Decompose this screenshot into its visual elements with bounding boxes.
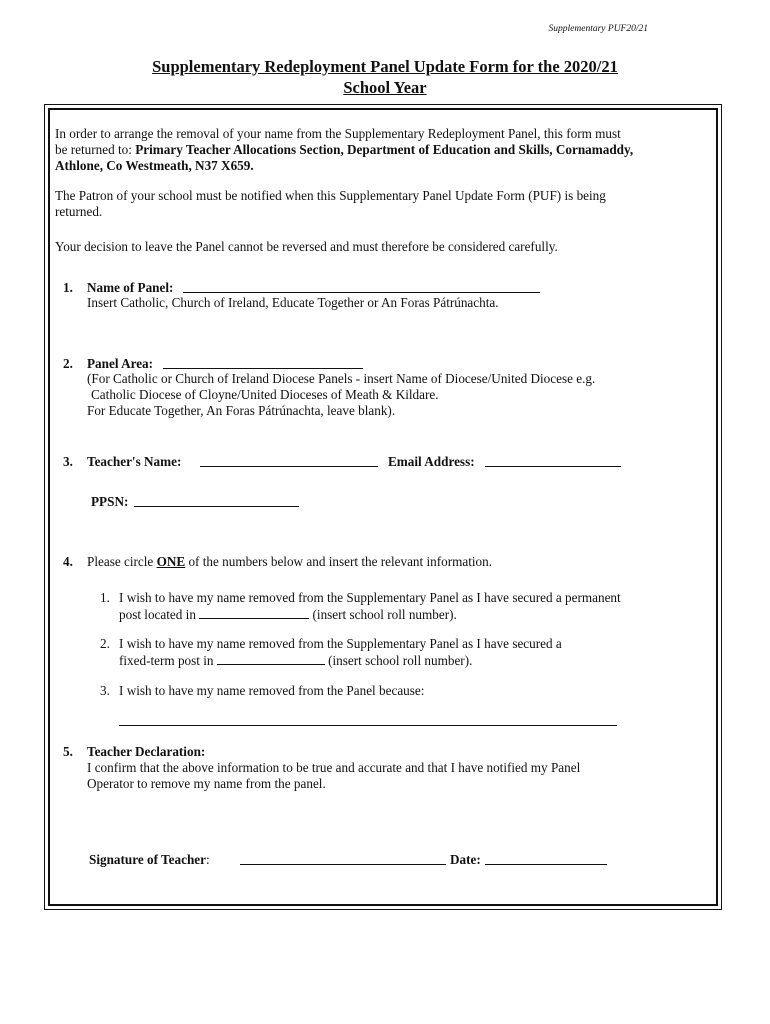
- q1-hint: Insert Catholic, Church of Ireland, Educate Together or An Foras Pátrúnachta.: [87, 295, 499, 310]
- email-label: Email Address:: [388, 454, 475, 469]
- option-2-line-2: [119, 652, 472, 669]
- q2-hint-2: Catholic Diocese of Cloyne/United Dioceses of Meath & Kildare.: [91, 387, 439, 402]
- option-2-number[interactable]: 2.: [100, 636, 110, 651]
- q2-number: 2.: [63, 356, 73, 371]
- option-1-roll-hint: (insert school roll number).: [309, 607, 457, 622]
- q4-tail: of the numbers below and insert the relevant information.: [185, 554, 493, 569]
- q1-label: Name of Panel:: [87, 280, 174, 295]
- intro-line-2: [55, 142, 633, 158]
- date-label: Date:: [450, 852, 481, 867]
- q5-label: Teacher Declaration:: [87, 744, 206, 759]
- patron-line-2: returned.: [55, 204, 103, 219]
- signature-field[interactable]: [240, 852, 446, 865]
- option-1-line-2: [119, 606, 457, 623]
- option-2-roll-hint: (insert school roll number).: [324, 653, 473, 668]
- signature-label-colon: :: [205, 852, 210, 867]
- panel-name-field[interactable]: [183, 280, 540, 293]
- option-3-reason-field[interactable]: [119, 725, 617, 726]
- email-field[interactable]: [485, 454, 621, 467]
- ppsn-field[interactable]: [134, 494, 299, 507]
- teacher-name-label: Teacher's Name:: [87, 454, 182, 469]
- signature-label-text: Signature of Teacher: [89, 852, 206, 867]
- signature-label: [89, 852, 210, 868]
- q4-instruction: [87, 554, 492, 570]
- q3-number: 3.: [63, 454, 73, 469]
- q2-hint-1: (For Catholic or Church of Ireland Diocese Panels - insert Name of Diocese/United Diocese e.g.: [87, 371, 596, 386]
- q4-one: ONE: [156, 554, 186, 569]
- option-1-number[interactable]: 1.: [100, 590, 110, 605]
- q2-hint-3: For Educate Together, An Foras Pátrúnachta, leave blank).: [87, 403, 396, 418]
- option-1-roll-number-field[interactable]: [199, 606, 309, 619]
- form-title-line2: School Year: [343, 78, 427, 97]
- form-title: [0, 56, 770, 98]
- teacher-name-field[interactable]: [200, 454, 378, 467]
- option-1-post-label: post located in: [119, 607, 200, 622]
- option-1-line-1: I wish to have my name removed from the Supplementary Panel as I have secured a permanent: [119, 590, 621, 605]
- patron-line-1: The Patron of your school must be notified when this Supplementary Panel Update Form (PUF) is being: [55, 188, 606, 203]
- declaration-line-1: I confirm that the above information to be true and accurate and that I have notified my Panel: [87, 760, 581, 775]
- q2-label: Panel Area:: [87, 356, 154, 371]
- option-2-roll-number-field[interactable]: [217, 652, 325, 665]
- intro-address-part1: Primary Teacher Allocations Section, Department of Education and Skills, Cornamaddy,: [135, 142, 634, 157]
- form-reference: Supplementary PUF20/21: [548, 24, 648, 34]
- q4-lead: Please circle: [87, 554, 157, 569]
- q4-number: 4.: [63, 554, 73, 569]
- panel-area-field[interactable]: [163, 356, 363, 369]
- option-3-line-1: I wish to have my name removed from the Panel because:: [119, 683, 425, 698]
- intro-address-part2: Athlone, Co Westmeath, N37 X659.: [55, 158, 254, 173]
- ppsn-label: PPSN:: [91, 494, 129, 509]
- option-3-number[interactable]: 3.: [100, 683, 110, 698]
- q5-number: 5.: [63, 744, 73, 759]
- intro-returned-to: be returned to:: [55, 142, 136, 157]
- form-title-line1: Supplementary Redeployment Panel Update Form for the 2020/21: [152, 57, 618, 76]
- option-2-line-1: I wish to have my name removed from the Supplementary Panel as I have secured a: [119, 636, 562, 651]
- option-2-post-label: fixed-term post in: [119, 653, 217, 668]
- intro-line-1: In order to arrange the removal of your name from the Supplementary Redeployment Panel, this form must: [55, 126, 621, 141]
- declaration-line-2: Operator to remove my name from the panel.: [87, 776, 326, 791]
- q1-number: 1.: [63, 280, 73, 295]
- date-field[interactable]: [485, 852, 607, 865]
- decision-note: Your decision to leave the Panel cannot be reversed and must therefore be considered carefully.: [55, 239, 558, 254]
